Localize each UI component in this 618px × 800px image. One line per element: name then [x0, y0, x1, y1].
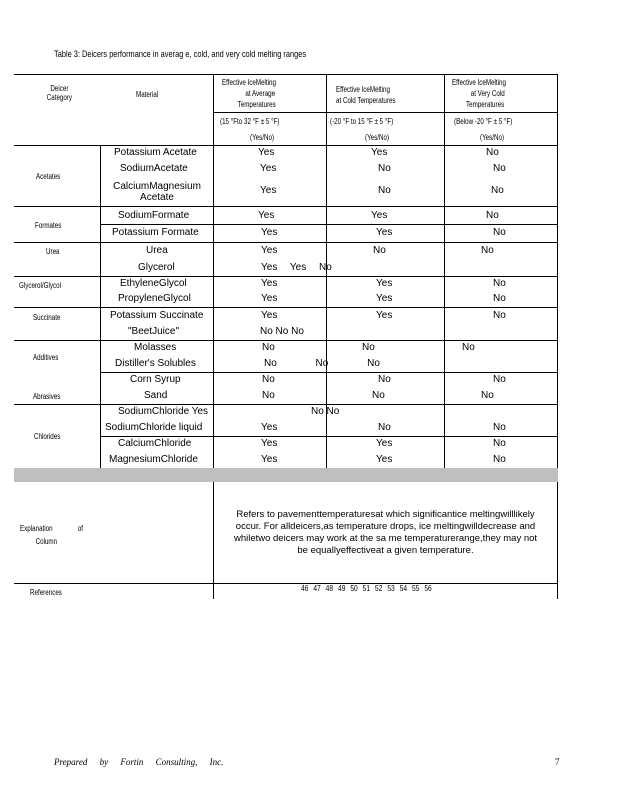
average-value: Yes	[260, 185, 277, 196]
material-cell: Distiller's Solubles	[115, 358, 196, 369]
very-cold-value: No	[481, 390, 494, 401]
cold-value: No	[378, 185, 391, 196]
very-cold-value: No	[493, 422, 506, 433]
average-value: Yes	[261, 454, 278, 465]
references-list: 46 47 48 49 50 51 52 53 54 55 56	[301, 583, 432, 593]
very-cold-value: No	[486, 147, 499, 158]
average-value: Yes	[261, 245, 278, 256]
references-label: References	[30, 588, 62, 597]
category-succinate: Succinate	[33, 313, 61, 322]
header-cold-range: (-20 °F to 15 °F ± 5 °F)	[330, 117, 394, 126]
header-average-yesno: (Yes/No)	[250, 133, 275, 142]
very-cold-value: No	[493, 454, 506, 465]
page-number: 7	[555, 757, 560, 767]
header-average: Effective IceMelting at Average Temperatures	[222, 78, 276, 109]
very-cold-value: No	[462, 342, 475, 353]
cold-value: No	[378, 163, 391, 174]
average-value: Yes	[258, 210, 275, 221]
average-value: No	[262, 390, 275, 401]
category-acetates: Acetates	[36, 172, 61, 181]
row-divider	[14, 583, 558, 584]
category-formates: Formates	[35, 221, 62, 230]
cold-value: Yes	[376, 293, 393, 304]
cold-value: No	[378, 422, 391, 433]
row-divider	[100, 436, 558, 437]
row-divider	[14, 307, 558, 308]
cold-value: No	[373, 245, 386, 256]
material-cell: EthyleneGlycol	[120, 278, 187, 289]
average-value: Yes	[260, 163, 277, 174]
footer-prepared-by: Prepared by Fortin Consulting, Inc.	[54, 757, 224, 767]
header-material: Material	[136, 90, 159, 99]
cold-value: Yes	[371, 147, 388, 158]
header-bottom-border	[14, 145, 558, 146]
average-value: Yes	[258, 147, 275, 158]
explanation-text: Refers to pavementtemperaturesat which significantice meltingwilllikely occur. For alldeicers,as temperature drops, ice meltingwilldecrease and whiletwo deicers may work at the sa me temperaturerange,they may not be equallyeffectiveat a given temperature.	[233, 509, 538, 556]
row-divider	[14, 242, 558, 243]
average-value: No	[262, 374, 275, 385]
header-cold-yesno: (Yes/No)	[365, 133, 390, 142]
header-very-cold-yesno: (Yes/No)	[480, 133, 505, 142]
category-chlorides: Chlorides	[34, 432, 61, 441]
average-value: No No	[311, 406, 340, 417]
average-value: No	[262, 342, 275, 353]
very-cold-value: No	[493, 227, 506, 238]
category-abrasives: Abrasives	[33, 392, 61, 401]
header-average-range: (15 °Fto 32 °F ± 5 °F)	[220, 117, 280, 126]
cold-value: Yes	[376, 310, 393, 321]
material-cell: Corn Syrup	[130, 374, 181, 385]
very-cold-value: No	[491, 185, 504, 196]
material-cell: SodiumChloride Yes	[118, 406, 209, 417]
material-cell: Glycerol	[138, 262, 175, 273]
material-cell: PropyleneGlycol	[118, 293, 191, 304]
category-urea: Urea	[46, 247, 60, 256]
row-divider	[14, 276, 558, 277]
average-value: No No No	[260, 326, 304, 337]
average-value: Yes	[261, 422, 278, 433]
material-cell: CalciumChloride	[118, 438, 192, 449]
cold-value: No	[378, 374, 391, 385]
cold-value: Yes	[376, 454, 393, 465]
material-cell: Sand	[144, 390, 168, 401]
very-cold-value: No	[493, 438, 506, 449]
header-category: Deicer Category	[46, 84, 73, 102]
cold-value: Yes	[376, 438, 393, 449]
very-cold-value: No	[481, 245, 494, 256]
separator-band	[14, 468, 558, 482]
average-value: Yes	[261, 293, 278, 304]
column-divider	[444, 74, 445, 468]
very-cold-value: No	[486, 210, 499, 221]
very-cold-value: No	[493, 163, 506, 174]
category-additives: Additives	[33, 353, 59, 362]
average-value: No No No	[264, 358, 380, 369]
table-right-border	[557, 74, 558, 599]
material-cell: SodiumFormate	[118, 210, 190, 221]
very-cold-value: No	[493, 374, 506, 385]
material-cell: Potassium Acetate	[114, 147, 197, 158]
cold-value: No	[362, 342, 375, 353]
average-value: Yes	[261, 310, 278, 321]
row-divider	[14, 206, 558, 207]
material-cell: "BeetJuice"	[128, 326, 180, 337]
row-divider	[100, 372, 558, 373]
material-cell: SodiumChloride liquid	[105, 422, 203, 433]
explanation-label: Explanation of Column	[20, 524, 83, 546]
material-cell: Molasses	[134, 342, 177, 353]
table-title: Table 3: Deicers performance in averag e, cold, and very cold melting ranges	[54, 49, 307, 60]
average-value: Yes	[261, 438, 278, 449]
very-cold-value: No	[493, 278, 506, 289]
header-very-cold: Effective IceMelting at Very Cold Temperatures	[452, 78, 506, 109]
material-cell: Potassium Succinate	[110, 310, 204, 321]
material-cell: MagnesiumChloride	[109, 454, 198, 465]
average-value: Yes	[261, 278, 278, 289]
category-glycerol-glycol: Glycerol/Glycol	[19, 281, 61, 290]
header-cold: Effective IceMelting at Cold Temperatures	[336, 85, 396, 105]
cold-value: No	[372, 390, 385, 401]
row-divider	[14, 340, 558, 341]
average-value: Yes Yes No	[261, 262, 332, 273]
row-divider	[14, 404, 558, 405]
header-divider	[213, 112, 558, 113]
cold-value: Yes	[371, 210, 388, 221]
cold-value: Yes	[376, 278, 393, 289]
material-cell: CalciumMagnesium Acetate	[113, 181, 201, 203]
material-cell: SodiumAcetate	[120, 163, 188, 174]
table-top-border	[14, 74, 558, 75]
cold-value: Yes	[376, 227, 393, 238]
header-very-cold-range: (Below -20 °F ± 5 °F)	[454, 117, 513, 126]
average-value: Yes	[261, 227, 278, 238]
material-cell: Potassium Formate	[112, 227, 199, 238]
very-cold-value: No	[493, 310, 506, 321]
row-divider	[100, 224, 558, 225]
material-cell: Urea	[146, 245, 168, 256]
very-cold-value: No	[493, 293, 506, 304]
